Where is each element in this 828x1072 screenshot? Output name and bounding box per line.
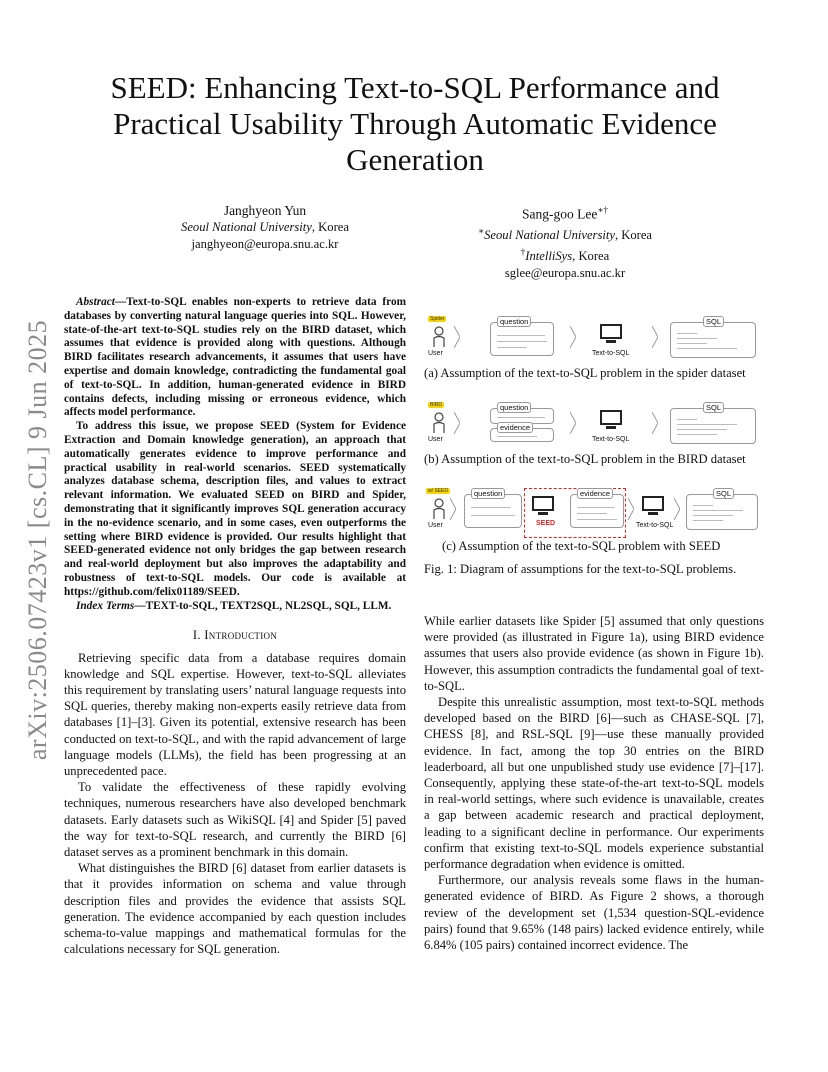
chevron-icon xyxy=(628,498,634,520)
intro-p3: What distinguishes the BIRD [6] dataset from earlier datasets is that it provides information on schema and value through description files and provides the evidence that assists SQL generation. The evidence accompanied by each question includes schema-to-value mappings and mathematical formulas for the calculations necessary for SQL generation. xyxy=(64,861,406,957)
dataset-badge: w/ SEED xyxy=(428,488,449,494)
sql-box: SQL xyxy=(670,322,756,358)
question-box: question xyxy=(464,494,522,528)
figure-panel-a xyxy=(424,312,764,368)
right-p3: Furthermore, our analysis reveals some flaws in the human-generated evidence of BIRD. As Figure 2 shows, a thorough review of the development set (1,534 question-SQL-evidence pairs) found that 9.65% (148 pairs) lacked evidence entirely, while 6.84% (105 pairs) contained incorrect evidence. The xyxy=(424,873,764,953)
author-block-1 xyxy=(160,202,370,253)
left-column xyxy=(64,296,406,957)
chevron-icon xyxy=(570,412,576,434)
chevron-icon xyxy=(454,326,460,348)
user-label: User xyxy=(428,436,443,443)
author-email: sglee@europa.snu.ac.kr xyxy=(504,265,626,280)
arxiv-sidebar xyxy=(22,310,54,770)
intro-p2: To validate the effectiveness of these rapidly evolving techniques, numerous researchers have also developed benchmark datasets. Early datasets such as WikiSQL [4] and Spider [5] paved the way for text-to-SQL research, and currently the BIRD [6] dataset serves as a prominent benchmark in this domain. xyxy=(64,780,406,859)
computer-icon xyxy=(642,496,664,516)
user-label: User xyxy=(428,350,443,357)
question-box: question xyxy=(490,322,554,356)
index-terms: Index Terms—TEXT-to-SQL, TEXT2SQL, NL2SQL, SQL, LLM. xyxy=(76,599,392,612)
user-label: User xyxy=(428,522,443,529)
question-box: question xyxy=(490,408,554,424)
computer-icon xyxy=(532,496,554,516)
sql-box: SQL xyxy=(670,408,756,444)
figure-subcaption: (b) Assumption of the text-to-SQL problem in the BIRD dataset xyxy=(424,452,746,466)
intro-p1: Retrieving specific data from a database requires domain knowledge and SQL expertise. However, text-to-SQL alleviates this requirement by translating users’ natural language requests into SQL queries, thereby making non-experts easily retrieve data from databases [1]–[3]. Given its potential, extensive research has been conducted on text-to-SQL, and with the rapid advancement of large language models (LLMs), the field has been progressing at an unprecedented pace. xyxy=(64,650,406,778)
figure-caption: Fig. 1: Diagram of assumptions for the text-to-SQL problems. xyxy=(424,562,737,576)
computer-icon xyxy=(600,324,622,344)
section-heading: I. Introduction xyxy=(192,628,278,643)
sql-box: SQL xyxy=(686,494,758,530)
dataset-badge: BIRD xyxy=(430,402,442,408)
author-email: janghyeon@europa.snu.ac.kr xyxy=(191,237,339,251)
figure-panel-b xyxy=(424,398,764,454)
model-label: Text-to-SQL xyxy=(592,436,630,443)
author-name: Sang-goo Lee∗† xyxy=(522,205,608,222)
evidence-box: evidence xyxy=(490,428,554,442)
chevron-icon xyxy=(674,498,680,520)
figure-panel-c xyxy=(424,484,764,540)
author-affiliation-2: †IntelliSys, Korea xyxy=(520,246,610,263)
chevron-icon xyxy=(652,412,658,434)
paper-title: SEED: Enhancing Text-to-SQL Performance and Practical Usability Through Automatic Evidence Generation xyxy=(110,70,720,177)
chevron-icon xyxy=(570,326,576,348)
seed-label: SEED xyxy=(536,520,556,527)
user-icon xyxy=(432,498,446,520)
author-affiliation: Seoul National University, Korea xyxy=(181,220,349,234)
author-affiliation: ∗Seoul National University, Korea xyxy=(477,225,652,242)
figure-subcaption: (c) Assumption of the text-to-SQL problem with SEED xyxy=(442,539,721,553)
chevron-icon xyxy=(652,326,658,348)
abstract-p1: Abstract—Text-to-SQL enables non-experts to retrieve data from databases by converting natural language queries into SQL. However, state-of-the-art text-to-SQL studies rely on the BIRD dataset, which assumes that evidence is provided along with questions. Although BIRD facilitates research advancements, it assumes that users have expertise and domain knowledge, contradicting the fundamental goal of text-to-SQL. In addition, human-generated evidence in BIRD contains defects, including missing or erroneous evidence, which affects model performance. xyxy=(64,296,406,419)
evidence-box: evidence xyxy=(570,494,624,528)
model-label: Text-to-SQL xyxy=(636,522,674,529)
abstract-p2: To address this issue, we propose SEED (System for Evidence Extraction and Domain knowledge generation), an approach that automatically generates evidence to improve performance and practical usability in real-world scenarios. SEED systematically analyzes database schema, description files, and values to extract relevant information. We evaluated SEED on BIRD and Spider, demonstrating that it significantly improves SQL generation accuracy in the no-evidence scenario, and in some cases, even outperforms the setting where BIRD evidence is provided. Our results highlight that SEED-generated evidence not only bridges the gap between research and real-world deployment but also improves the adaptability and robustness of text-to-SQL models. Our code is available at https://github.com/felix01189/SEED. xyxy=(64,420,406,598)
author-name: Janghyeon Yun xyxy=(223,203,307,218)
chevron-icon xyxy=(450,498,456,520)
chevron-icon xyxy=(454,412,460,434)
abstract xyxy=(64,296,406,613)
model-label: Text-to-SQL xyxy=(592,350,630,357)
dataset-badge: Spider xyxy=(430,316,445,322)
figure-subcaption: (a) Assumption of the text-to-SQL problem in the spider dataset xyxy=(424,366,746,380)
user-icon xyxy=(432,412,446,434)
author-block-2 xyxy=(450,202,680,282)
right-column xyxy=(424,613,764,953)
right-p2: Despite this unrealistic assumption, most text-to-SQL methods developed based on the BIRD [6]—such as CHASE-SQL [7], CHESS [8], and RSL-SQL [9]—use these manually provided evidence. In fact, among the top 30 entries on the BIRD leaderboard, all but one unpublished study use evidence [7]–[17]. Consequently, applying these state-of-the-art text-to-SQL models in real-world settings, where such evidence is unavailable, creates a gap between academic research and practical deployment, leading to a significant decline in performance. Our experiments confirm that existing text-to-SQL models experience substantial performance degradation when evidence is omitted. xyxy=(424,695,764,872)
arxiv-id: arXiv:2506.07423v1 [cs.CL] 9 Jun 2025 xyxy=(23,319,52,761)
user-icon xyxy=(432,326,446,348)
computer-icon xyxy=(600,410,622,430)
right-p1: While earlier datasets like Spider [5] assumed that only questions were provided (as illustrated in Figure 1a), using BIRD evidence assumes that users also provide evidence (as shown in Figure 1b). However, this assumption contradicts the fundamental goal of text-to-SQL. xyxy=(424,614,764,693)
